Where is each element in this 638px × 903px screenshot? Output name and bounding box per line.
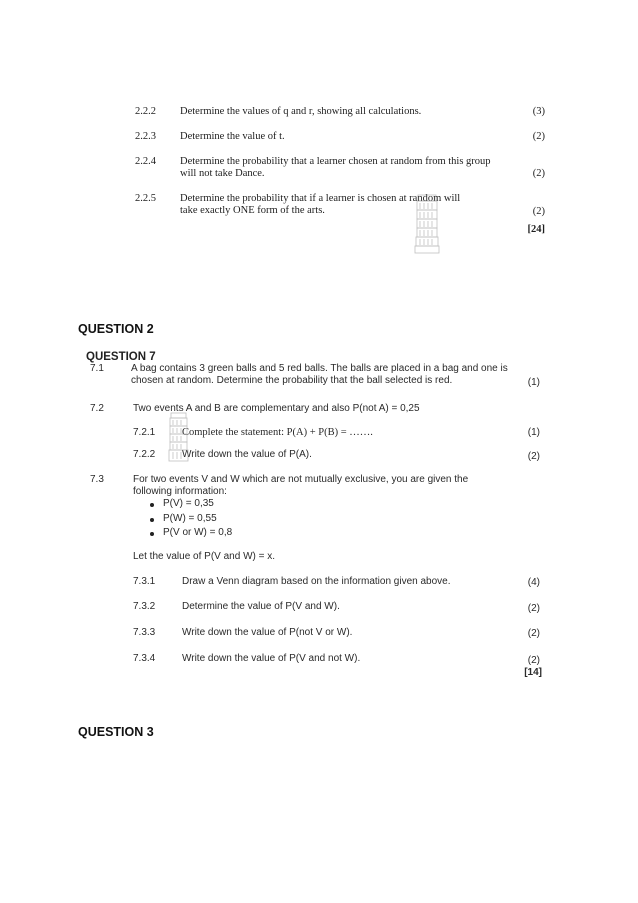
item-marks: (2) [532, 206, 545, 217]
section-total: [14] [524, 667, 542, 678]
tower-watermark-icon [168, 411, 192, 463]
item-text: Two events A and B are complementary and also P(not A) = 0,25 [133, 403, 420, 414]
bullet-item: P(V or W) = 0,8 [163, 527, 233, 538]
bullet-icon [150, 518, 154, 522]
item-number: 7.2 [90, 403, 104, 414]
item-number: 2.2.2 [135, 106, 156, 117]
tower-watermark-icon [414, 193, 444, 255]
item-text: For two events V and W which are not mutually exclusive, you are given the [133, 474, 469, 485]
question-2-heading: QUESTION 2 [78, 322, 154, 336]
question-7-heading: QUESTION 7 [86, 351, 156, 363]
item-text: Determine the value of P(V and W). [182, 601, 340, 612]
item-marks: (1) [527, 427, 540, 438]
item-text: Determine the values of q and r, showing all calculations. [180, 106, 422, 117]
bullet-item: P(V) = 0,35 [163, 498, 214, 509]
item-text: following information: [133, 486, 227, 497]
item-number: 7.3 [90, 474, 104, 485]
item-number: 7.3.4 [133, 653, 156, 664]
bullet-icon [150, 503, 154, 507]
section-total: [24] [527, 224, 545, 235]
item-marks: (2) [532, 168, 545, 179]
bullet-icon [150, 532, 154, 536]
item-text: Write down the value of P(A). [182, 449, 312, 460]
item-marks: (2) [527, 655, 540, 666]
item-text: chosen at random. Determine the probability that the ball selected is red. [131, 375, 453, 386]
item-marks: (4) [527, 577, 540, 588]
item-marks: (2) [532, 131, 545, 142]
item-text: Write down the value of P(not V or W). [182, 627, 353, 638]
question-3-heading: QUESTION 3 [78, 725, 154, 739]
item-text: will not take Dance. [180, 168, 265, 179]
item-number: 7.3.2 [133, 601, 156, 612]
bullet-item: P(W) = 0,55 [163, 513, 217, 524]
item-text: Determine the value of t. [180, 131, 285, 142]
item-text: A bag contains 3 green balls and 5 red balls. The balls are placed in a bag and one is [131, 363, 508, 374]
item-text: Write down the value of P(V and not W). [182, 653, 361, 664]
item-number: 2.2.4 [135, 156, 156, 167]
item-marks: (1) [527, 377, 540, 388]
item-marks: (3) [532, 106, 545, 117]
item-text: Draw a Venn diagram based on the information given above. [182, 576, 451, 587]
item-number: 7.2.1 [133, 427, 156, 438]
item-number: 7.3.1 [133, 576, 156, 587]
let-statement: Let the value of P(V and W) = x. [133, 551, 276, 562]
item-marks: (2) [527, 451, 540, 462]
item-marks: (2) [527, 603, 540, 614]
item-text: take exactly ONE form of the arts. [180, 205, 325, 216]
item-number: 7.1 [90, 363, 104, 374]
item-marks: (2) [527, 628, 540, 639]
item-number: 2.2.3 [135, 131, 156, 142]
item-text: Determine the probability that if a learner is chosen at random will [180, 193, 461, 204]
item-number: 7.2.2 [133, 449, 156, 460]
item-text: Complete the statement: P(A) + P(B) = ……. [182, 427, 373, 438]
item-text: Determine the probability that a learner chosen at random from this group [180, 156, 491, 167]
item-number: 2.2.5 [135, 193, 156, 204]
item-number: 7.3.3 [133, 627, 156, 638]
